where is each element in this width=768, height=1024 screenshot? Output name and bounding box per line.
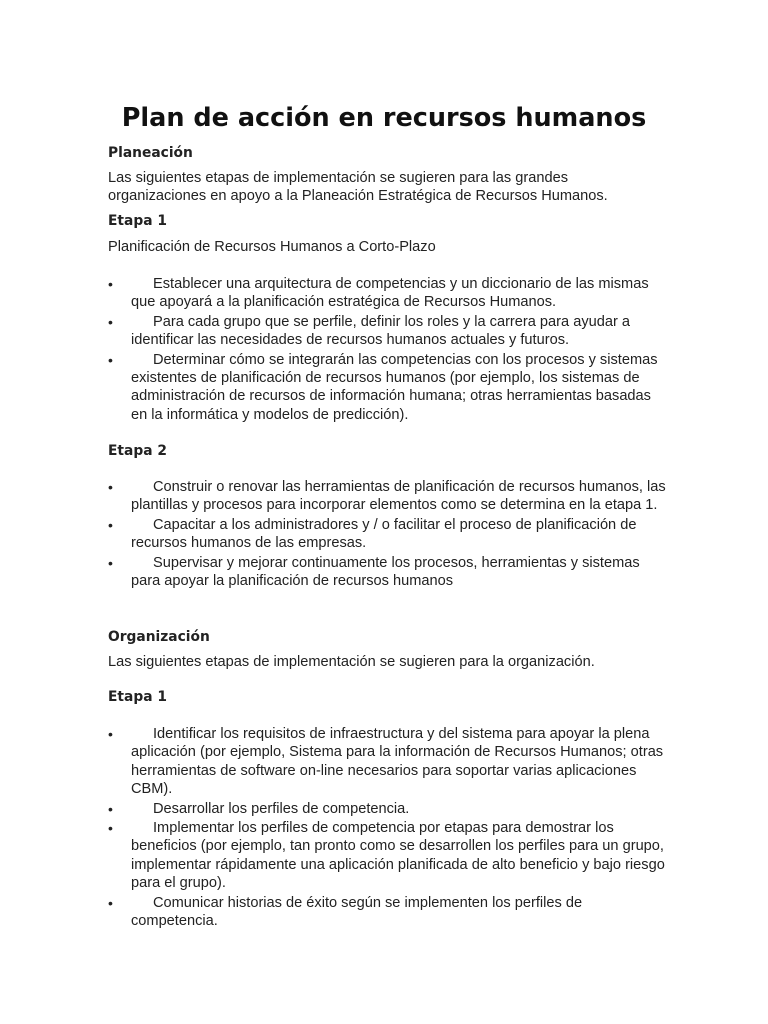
heading-organizacion-etapa-1: Etapa 1 — [108, 689, 167, 705]
list-item: • Capacitar a los administradores y / o facilitar el proceso de planificación de recursos humanos de las empresas. — [108, 516, 668, 553]
list-item: • Desarrollar los perfiles de competencia. — [108, 800, 668, 818]
organizacion-etapa-1-list — [108, 725, 668, 931]
organizacion-intro: Las siguientes etapas de implementación se sugieren para la organización. — [108, 654, 595, 670]
list-item: • Determinar cómo se integrarán las competencias con los procesos y sistemas existentes de planificación de recursos humanos (por ejemplo, los sistemas de administración de recursos de información humana; otras herramientas basadas en la informática y modelos de predicción). — [108, 351, 668, 425]
heading-planeacion: Planeación — [108, 145, 193, 161]
list-item: • Para cada grupo que se perfile, definir los roles y la carrera para ayudar a identificar las necesidades de recursos humanos actuales y futuros. — [108, 313, 668, 350]
heading-planeacion-etapa-2: Etapa 2 — [108, 443, 167, 459]
planeacion-etapa-1-subtitle: Planificación de Recursos Humanos a Corto-Plazo — [108, 239, 436, 255]
list-item: • Implementar los perfiles de competencia por etapas para demostrar los beneficios (por ejemplo, tan pronto como se desarrollen los perfiles para un grupo, implementar rápidamente una aplicación planificada de alto beneficio y bajo riesgo para el grupo). — [108, 819, 668, 893]
heading-planeacion-etapa-1: Etapa 1 — [108, 213, 167, 229]
list-item: • Construir o renovar las herramientas de planificación de recursos humanos, las plantillas y procesos para incorporar elementos como se determina en la etapa 1. — [108, 478, 668, 515]
list-item: • Comunicar historias de éxito según se implementen los perfiles de competencia. — [108, 894, 668, 931]
list-item: • Establecer una arquitectura de competencias y un diccionario de las mismas que apoyará a la planificación estratégica de Recursos Humanos. — [108, 275, 668, 312]
planeacion-intro: Las siguientes etapas de implementación se sugieren para las grandes organizaciones en apoyo a la Planeación Estratégica de Recursos Humanos. — [108, 170, 608, 204]
list-item: • Supervisar y mejorar continuamente los procesos, herramientas y sistemas para apoyar la planificación de recursos humanos — [108, 554, 668, 591]
heading-organizacion: Organización — [108, 629, 210, 645]
planeacion-etapa-2-list — [108, 478, 668, 591]
page-title: Plan de acción en recursos humanos — [121, 103, 647, 133]
planeacion-etapa-1-list — [108, 275, 668, 425]
list-item: • Identificar los requisitos de infraestructura y del sistema para apoyar la plena aplicación (por ejemplo, Sistema para la información de Recursos Humanos; otras herramientas de software on-line necesarios para soportar varias aplicaciones CBM). — [108, 725, 668, 799]
